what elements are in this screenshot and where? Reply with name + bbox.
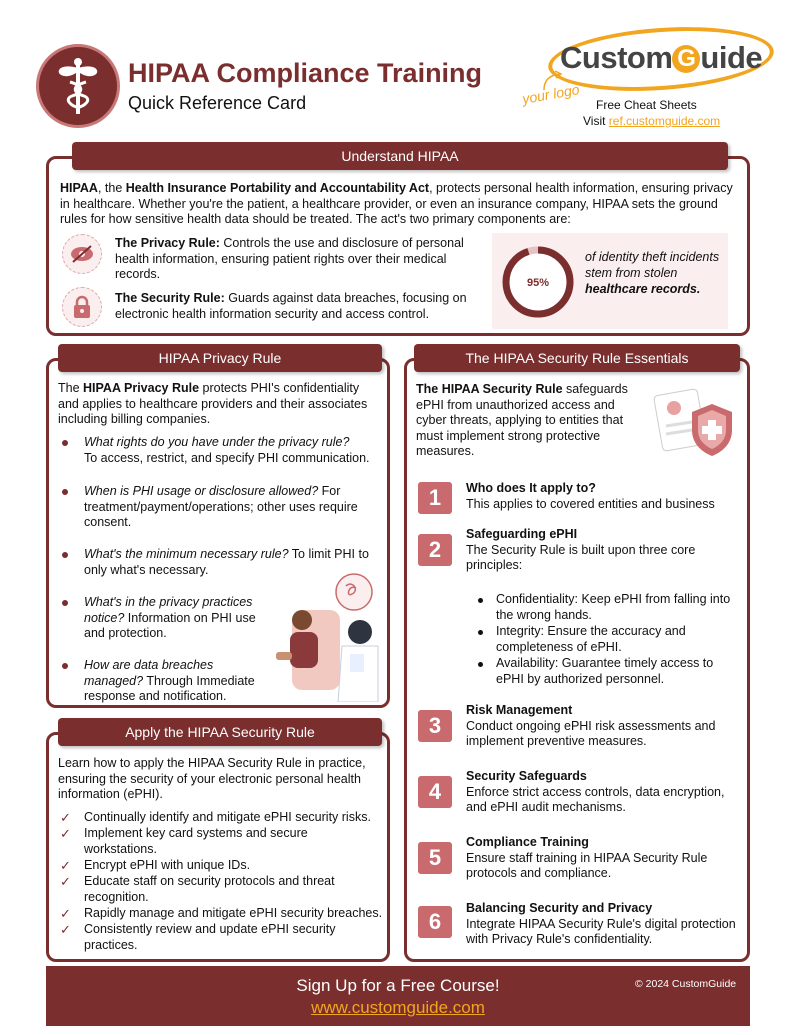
privacy-item: How are data breaches managed? Through Immediate response and notification. [84, 658, 255, 703]
bullet-icon [478, 662, 483, 667]
eye-slash-icon [62, 234, 102, 274]
ref-link[interactable]: ref.customguide.com [608, 114, 721, 128]
apply-item: Implement key card systems and secure workstations. [84, 826, 308, 856]
privacy-item: What rights do you have under the privacy rule? To access, restrict, and specify PHI communication. [84, 435, 370, 465]
check-icon: ✓ [60, 874, 71, 889]
step-number: 3 [418, 710, 452, 742]
privacy-item: What's the minimum necessary rule? To limit PHI to only what's necessary. [84, 547, 369, 577]
bullet-icon [62, 600, 68, 606]
understand-intro: HIPAA, the Health Insurance Portability and Accountability Act, protects personal health information, ensuring privacy in healthcare. Whether you're the patient, a healthcare provider, or even an insurance company, HIPAA sets the ground rules for how sensitive health data should be treated. The act's two primary components are: [60, 181, 733, 226]
apply-item: Continually identify and mitigate ePHI security risks. [84, 810, 371, 824]
lock-icon [62, 287, 102, 327]
check-icon: ✓ [60, 906, 71, 921]
customguide-link[interactable]: www.customguide.com [311, 998, 485, 1017]
security-intro: The HIPAA Security Rule safeguards ePHI from unauthorized access and cyber threats, applying to entities that must implement strong protective measures. [416, 382, 628, 458]
step-item: Safeguarding ePHI The Security Rule is built upon three core principles: [466, 527, 696, 572]
apply-heading: Apply the HIPAA Security Rule [58, 718, 382, 746]
apply-item: Educate staff on security protocols and threat recognition. [84, 874, 335, 904]
apply-item: Rapidly manage and mitigate ePHI security breaches. [84, 906, 383, 920]
privacy-rule-summary: The Privacy Rule: Controls the use and disclosure of personal health information, ensuring patient rights over their medical records. [115, 236, 464, 281]
principle-item: Integrity: Ensure the accuracy and completeness of ePHI. [496, 624, 686, 654]
bullet-icon [62, 552, 68, 558]
stat-text: of identity theft incidents stem from stolen healthcare records. [585, 250, 720, 296]
your-logo-text: your logo [521, 81, 581, 107]
bullet-icon [62, 489, 68, 495]
privacy-intro: The HIPAA Privacy Rule protects PHI's confidentiality and applies to healthcare providers and their associates including billing companies. [58, 381, 368, 426]
visit-line: Visit ref.customguide.com [583, 114, 721, 128]
principle-item: Availability: Guarantee timely access to ePHI by authorized personnel. [496, 656, 714, 686]
security-heading: The HIPAA Security Rule Essentials [414, 344, 740, 372]
bullet-icon [62, 440, 68, 446]
check-icon: ✓ [60, 826, 71, 841]
privacy-item: What's in the privacy practices notice? Information on PHI use and protection. [84, 595, 256, 640]
caduceus-logo [36, 44, 120, 128]
bullet-icon [478, 630, 483, 635]
stat-donut [500, 244, 576, 320]
signup-cta: Sign Up for a Free Course! [296, 976, 500, 995]
brand-logo: Custom G uide [560, 40, 763, 75]
apply-intro: Learn how to apply the HIPAA Security Rule in practice, ensuring the security of your electronic personal health information (ePHI). [58, 756, 366, 801]
privacy-item: When is PHI usage or disclosure allowed? For treatment/payment/operations; other uses require consent. [84, 484, 358, 529]
step-number: 5 [418, 842, 452, 874]
apply-item: Encrypt ePHI with unique IDs. [84, 858, 251, 872]
copyright: © 2024 CustomGuide [635, 978, 737, 990]
check-icon: ✓ [60, 858, 71, 873]
understand-heading: Understand HIPAA [72, 142, 728, 170]
step-number: 1 [418, 482, 452, 514]
step-item: Compliance Training Ensure staff training in HIPAA Security Rule protocols and compliance. [466, 835, 708, 880]
page-title: HIPAA Compliance Training [128, 58, 483, 88]
stat-value: 95% [526, 277, 550, 289]
step-item: Who does It apply to? This applies to covered entities and business [466, 481, 715, 511]
step-item: Risk Management Conduct ongoing ePHI risk assessments and implement preventive measures. [466, 703, 716, 748]
step-item: Security Safeguards Enforce strict access controls, data encryption, and ePHI audit mechanisms. [466, 769, 725, 814]
doctor-patient-illustration [262, 570, 386, 702]
bullet-icon [478, 598, 483, 603]
caduceus-icon [50, 56, 106, 116]
step-number: 6 [418, 906, 452, 938]
check-icon: ✓ [60, 922, 71, 937]
apply-item: Consistently review and update ePHI security practices. [84, 922, 336, 952]
step-number: 2 [418, 534, 452, 566]
step-item: Balancing Security and Privacy Integrate HIPAA Security Rule's digital protection with Privacy Rule's confidentiality. [466, 901, 736, 946]
security-rule-summary: The Security Rule: Guards against data breaches, focusing on electronic health information security and access control. [115, 291, 467, 321]
page-subtitle: Quick Reference Card [128, 93, 307, 113]
bullet-icon [62, 663, 68, 669]
principle-item: Confidentiality: Keep ePHI from falling into the wrong hands. [496, 592, 731, 622]
privacy-heading: HIPAA Privacy Rule [58, 344, 382, 372]
step-number: 4 [418, 776, 452, 808]
check-icon: ✓ [60, 810, 71, 825]
free-cheat-sheets: Free Cheat Sheets [596, 98, 697, 112]
arrow-icon [540, 70, 564, 92]
shield-document-icon [652, 386, 740, 462]
